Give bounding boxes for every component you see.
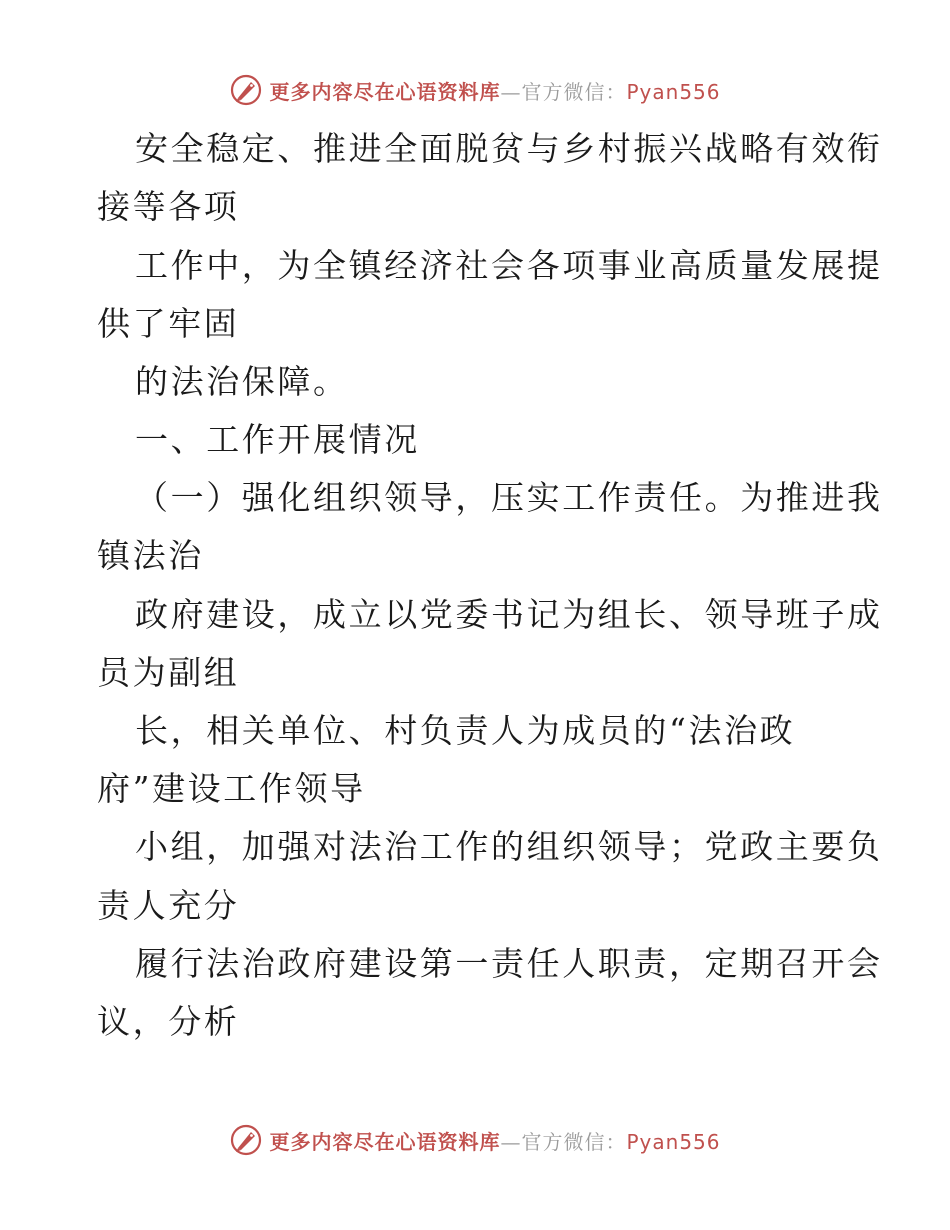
header-dash: — (500, 79, 522, 104)
section-heading: 一、工作开展情况 (135, 420, 420, 459)
body-line: 责人充分 (97, 886, 240, 925)
body-line: 安全稳定、推进全面脱贫与乡村振兴战略有效衔 (135, 129, 883, 168)
footer-banner-text (269, 1126, 720, 1155)
body-line: 的法治保障。 (135, 362, 349, 401)
header-brand-text: 更多内容尽在心语资料库 (269, 79, 501, 104)
header-banner (0, 70, 950, 110)
body-line: 议，分析 (97, 1002, 240, 1041)
header-wechat-id: Pyan556 (626, 79, 721, 104)
pen-nib-logo-icon (229, 73, 263, 107)
body-line: 小组，加强对法治工作的组织领导；党政主要负 (135, 827, 883, 866)
body-line: 履行法治政府建设第一责任人职责，定期召开会 (135, 944, 883, 983)
footer-dash: — (500, 1129, 522, 1154)
footer-wechat-label: 官方微信： (521, 1129, 627, 1154)
body-line: 政府建设，成立以党委书记为组长、领导班子成 (135, 595, 883, 634)
pen-nib-logo-icon (229, 1123, 263, 1157)
body-line: 工作中，为全镇经济社会各项事业高质量发展提 (135, 246, 883, 285)
body-line: 接等各项 (97, 187, 240, 226)
body-line: 长，相关单位、村负责人为成员的“法治政 (135, 711, 796, 750)
body-line: （一）强化组织领导，压实工作责任。为推进我 (135, 478, 883, 517)
header-wechat-label: 官方微信： (521, 79, 627, 104)
header-banner-text (269, 76, 720, 105)
footer-wechat-id: Pyan556 (626, 1129, 721, 1154)
body-line: 镇法治 (97, 536, 204, 575)
footer-banner (0, 1120, 950, 1160)
body-line: 府”建设工作领导 (97, 769, 366, 808)
body-line: 员为副组 (97, 653, 240, 692)
footer-brand-text: 更多内容尽在心语资料库 (269, 1129, 501, 1154)
body-line: 供了牢固 (97, 304, 240, 343)
